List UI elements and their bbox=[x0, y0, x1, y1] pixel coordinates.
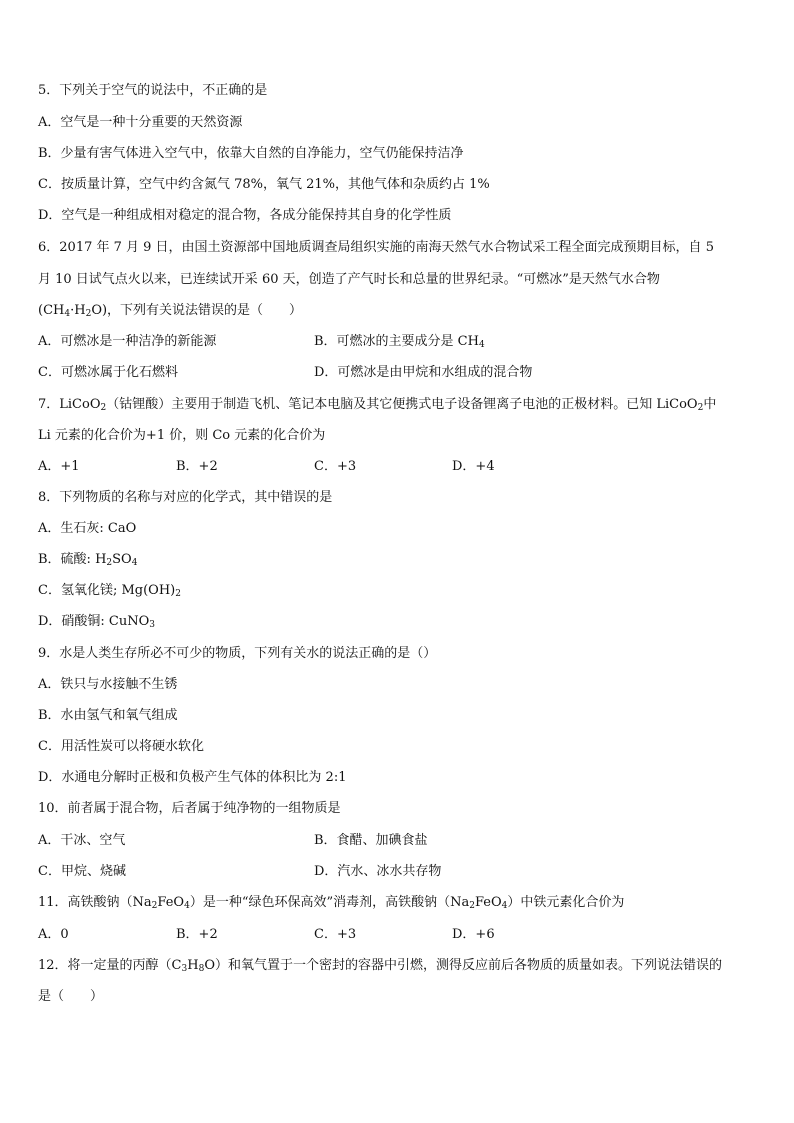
q11-option-d: D．+6 bbox=[452, 927, 495, 942]
q6-stem-line2: 月 10 日试气点火以来，已连续试开采 60 天，创造了产气时长和总量的世界纪录。“可燃冰”是天然气水合物 bbox=[38, 272, 660, 287]
q7-option-c: C．+3 bbox=[314, 459, 357, 474]
q9-option-b: B．水由氢气和氧气组成 bbox=[38, 708, 178, 723]
q10-option-b: B．食醋、加碘食盐 bbox=[314, 833, 428, 848]
q5-stem: 5．下列关于空气的说法中，不正确的是 bbox=[38, 83, 268, 98]
q6-option-d: D．可燃冰是由甲烷和水组成的混合物 bbox=[314, 365, 533, 380]
q5-option-c: C．按质量计算，空气中约含氮气 78%，氧气 21%，其他气体和杂质约占 1% bbox=[38, 177, 490, 192]
q7-option-b: B．+2 bbox=[176, 459, 218, 474]
q7-option-a: A．+1 bbox=[38, 459, 80, 474]
q9-stem: 9．水是人类生存所必不可少的物质，下列有关水的说法正确的是（） bbox=[38, 646, 437, 661]
q7-option-d: D．+4 bbox=[452, 459, 495, 474]
q7-stem-line2: Li 元素的化合价为+1 价，则 Co 元素的化合价为 bbox=[38, 428, 326, 443]
q12-stem-line2: 是（ ） bbox=[38, 989, 104, 1004]
q9-option-c: C．用活性炭可以将硬水软化 bbox=[38, 739, 204, 754]
q8-option-b: B．硫酸: $H_2SO_4$ bbox=[38, 552, 138, 568]
q6-option-b: B．可燃冰的主要成分是 $CH_4$ bbox=[314, 334, 485, 350]
q6-option-c: C．可燃冰属于化石燃料 bbox=[38, 365, 178, 380]
q10-option-c: C．甲烷、烧碱 bbox=[38, 864, 126, 879]
q6-stem-line3: $(CH_4\cdot H_2O)$，下列有关说法错误的是（ ） bbox=[38, 303, 303, 319]
q8-stem: 8．下列物质的名称与对应的化学式，其中错误的是 bbox=[38, 490, 333, 505]
q8-option-a: A．生石灰: CaO bbox=[38, 521, 137, 536]
q11-option-a: A．0 bbox=[38, 927, 69, 942]
q6-stem-line1: 6．2017 年 7 月 9 日，由国土资源部中国地质调查局组织实施的南海天然气水合物试采工程全面完成预期目标，自 5 bbox=[38, 240, 714, 255]
q7-stem-line1: 7．LiCoO$_2$（钴锂酸）主要用于制造飞机、笔记本电脑及其它便携式电子设备锂离子电池的正极材料。已知 LiCoO$_2$中 bbox=[38, 397, 717, 413]
q11-option-c: C．+3 bbox=[314, 927, 357, 942]
q9-option-d: D．水通电分解时正极和负极产生气体的体积比为 2:1 bbox=[38, 770, 347, 785]
q12-stem-line1: 12．将一定量的丙醇$(C_3H_8O)$和氧气置于一个密封的容器中引燃，测得反应前后各物质的质量如表。下列说法错误的 bbox=[38, 958, 722, 974]
q10-option-d: D．汽水、冰水共存物 bbox=[314, 864, 442, 879]
q10-option-a: A．干冰、空气 bbox=[38, 833, 126, 848]
q6-option-a: A．可燃冰是一种洁净的新能源 bbox=[38, 334, 217, 349]
q11-option-b: B．+2 bbox=[176, 927, 218, 942]
q8-option-d: D．硝酸铜: CuNO$_3$ bbox=[38, 614, 156, 630]
q11-stem: 11．高铁酸钠$(Na_2FeO_4)$是一种“绿色环保高效”消毒剂，高铁酸钠$(Na_2FeO_4)$中铁元素化合价为 bbox=[38, 895, 625, 911]
q5-option-d: D．空气是一种组成相对稳定的混合物，各成分能保持其自身的化学性质 bbox=[38, 208, 452, 223]
q10-stem: 10．前者属于混合物，后者属于纯净物的一组物质是 bbox=[38, 801, 341, 816]
q5-option-b: B．少量有害气体进入空气中，依靠大自然的自净能力，空气仍能保持洁净 bbox=[38, 146, 464, 161]
q5-option-a: A．空气是一种十分重要的天然资源 bbox=[38, 115, 243, 130]
q8-option-c: C．氢氧化镁; $Mg(OH)_2$ bbox=[38, 583, 181, 599]
q9-option-a: A．铁只与水接触不生锈 bbox=[38, 677, 178, 692]
